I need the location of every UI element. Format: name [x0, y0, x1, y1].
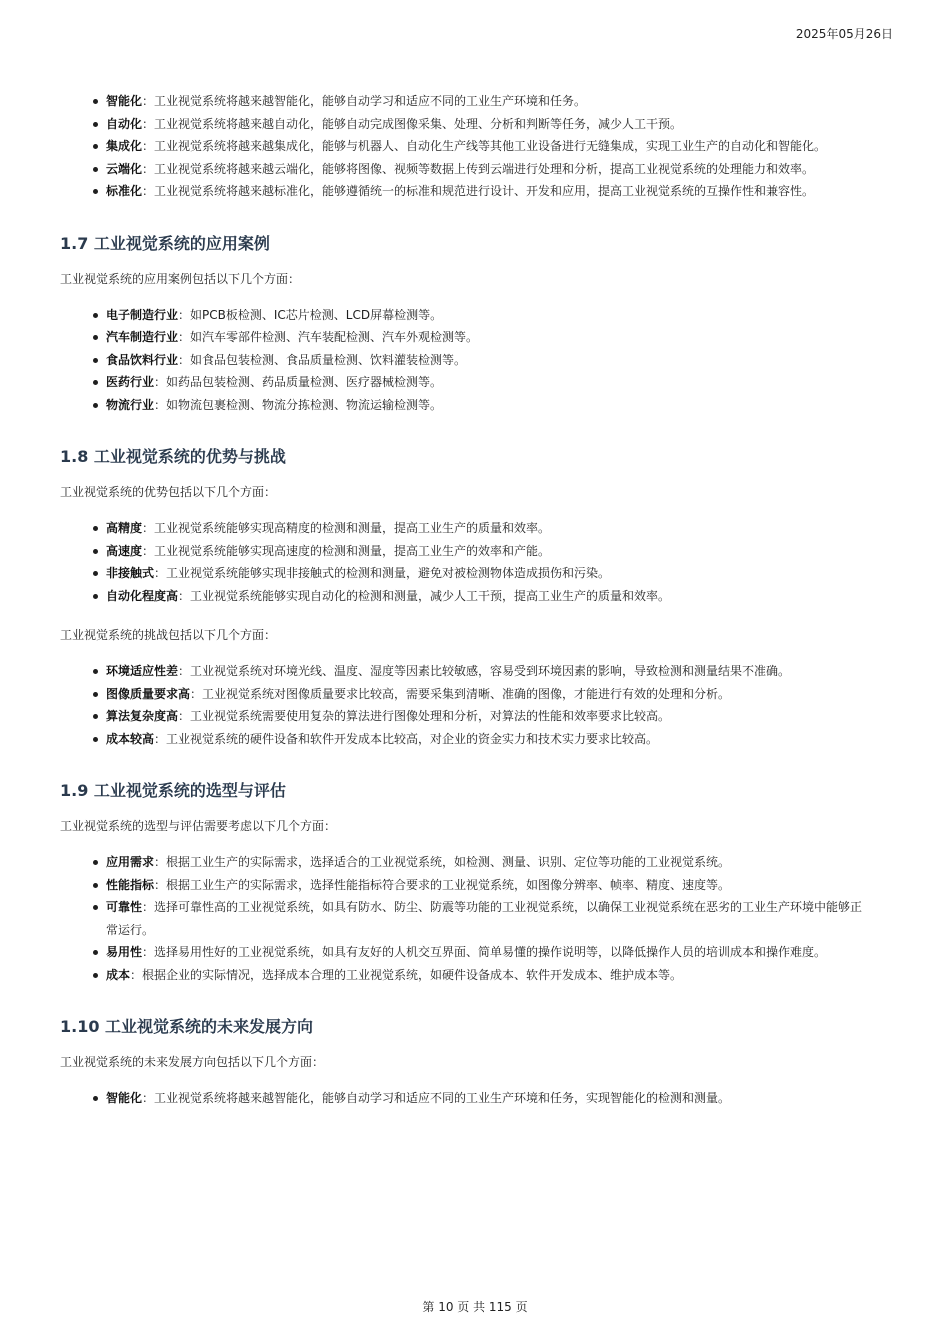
list-item: [106, 540, 870, 563]
item-term: 高精度: [106, 521, 143, 535]
section-intro: 工业视觉系统的挑战包括以下几个方面：: [60, 628, 277, 642]
item-text: ：选择易用性好的工业视觉系统，如具有友好的人机交互界面、简单易懂的操作说明等，以降低操作人员的培训成本和操作难度。: [142, 945, 827, 959]
page-date: 2025年05月26日: [795, 27, 893, 41]
item-text: ：工业视觉系统将越来越智能化，能够自动学习和适应不同的工业生产环境和任务，实现智能化的检测和测量。: [142, 1091, 731, 1105]
list-item: [106, 180, 870, 203]
item-term: 可靠性: [106, 900, 143, 914]
item-term: 集成化: [106, 139, 143, 153]
list-item: [106, 660, 870, 683]
item-term: 非接触式: [106, 566, 155, 580]
item-term: 环境适应性差: [106, 664, 179, 678]
list-item: [106, 113, 870, 136]
list-item: [106, 326, 870, 349]
section-heading-1-9: 1.9 工业视觉系统的选型与评估: [60, 781, 286, 800]
section-heading-1-10: 1.10 工业视觉系统的未来发展方向: [60, 1017, 314, 1036]
section-heading-1-7: 1.7 工业视觉系统的应用案例: [60, 233, 270, 253]
item-term: 汽车制造行业: [106, 330, 179, 344]
item-term: 图像质量要求高: [106, 686, 191, 701]
section-heading-1-8: 1.8 工业视觉系统的优势与挑战: [60, 447, 286, 466]
selection-criteria-list: [60, 851, 870, 986]
item-text: ：根据企业的实际情况，选择成本合理的工业视觉系统，如硬件设备成本、软件开发成本、维护成本等。: [130, 967, 683, 982]
item-text: ：工业视觉系统对环境光线、温度、湿度等因素比较敏感，容易受到环境因素的影响，导致检测和测量结果不准确。: [178, 664, 791, 678]
list-item: [106, 728, 870, 751]
section-intro: 工业视觉系统的应用案例包括以下几个方面：: [60, 271, 301, 286]
list-item: [106, 349, 870, 372]
item-term: 自动化程度高: [106, 588, 179, 603]
section-intro: 工业视觉系统的未来发展方向包括以下几个方面：: [60, 1055, 325, 1069]
item-text: ：选择可靠性高的工业视觉系统，如具有防水、防尘、防震等功能的工业视觉系统，以确保工业视觉系统在恶劣的工业生产环境中能够正常运行。: [106, 900, 863, 937]
item-text: ：工业视觉系统将越来越智能化，能够自动学习和适应不同的工业生产环境和任务。: [142, 94, 587, 108]
page-number: 第 10 页 共 115 页: [422, 1300, 528, 1314]
item-term: 物流行业: [106, 397, 155, 412]
list-item: [106, 1087, 870, 1110]
list-item: [106, 705, 870, 728]
section-intro: 工业视觉系统的优势包括以下几个方面：: [60, 485, 277, 499]
list-item: [106, 394, 870, 417]
item-term: 智能化: [106, 94, 143, 108]
document-content: [60, 90, 870, 1110]
item-term: 成本较高: [106, 731, 155, 746]
application-cases-list: [60, 304, 870, 417]
list-item: [106, 585, 870, 608]
advantages-list: [60, 517, 870, 607]
item-term: 自动化: [106, 116, 143, 131]
item-term: 成本: [106, 967, 131, 982]
list-item: [106, 562, 870, 585]
list-item: [106, 135, 870, 158]
item-term: 高速度: [106, 543, 143, 558]
item-term: 电子制造行业: [106, 307, 179, 322]
item-text: ：工业视觉系统将越来越自动化，能够自动完成图像采集、处理、分析和判断等任务，减少人工干预。: [142, 116, 683, 131]
challenges-list: [60, 660, 870, 750]
item-term: 食品饮料行业: [106, 352, 179, 367]
item-term: 性能指标: [106, 877, 155, 892]
list-item: [106, 683, 870, 706]
item-text: ：工业视觉系统能够实现高精度的检测和测量，提高工业生产的质量和效率。: [142, 521, 551, 535]
item-term: 标准化: [106, 184, 143, 198]
list-item: [106, 304, 870, 327]
item-text: ：如物流包裹检测、物流分拣检测、物流运输检测等。: [154, 397, 443, 412]
item-text: ：如食品包装检测、食品质量检测、饮料灌装检测等。: [178, 352, 467, 367]
item-text: ：如PCB板检测、IC芯片检测、LCD屏幕检测等。: [178, 307, 443, 322]
item-text: ：工业视觉系统的硬件设备和软件开发成本比较高，对企业的资金实力和技术实力要求比较高。: [154, 731, 659, 746]
item-text: ：工业视觉系统对图像质量要求比较高，需要采集到清晰、准确的图像，才能进行有效的处理和分析。: [190, 686, 731, 701]
list-item: [106, 851, 870, 874]
item-text: ：根据工业生产的实际需求，选择适合的工业视觉系统，如检测、测量、识别、定位等功能的工业视觉系统。: [154, 855, 731, 869]
list-item: [106, 964, 870, 987]
item-term: 易用性: [106, 945, 143, 959]
list-item: [106, 517, 870, 540]
item-text: ：工业视觉系统将越来越云端化，能够将图像、视频等数据上传到云端进行处理和分析，提高工业视觉系统的处理能力和效率。: [142, 161, 815, 176]
trend-list: [60, 90, 870, 203]
item-text: ：工业视觉系统将越来越集成化，能够与机器人、自动化生产线等其他工业设备进行无缝集成，实现工业生产的自动化和智能化。: [142, 139, 827, 153]
list-item: [106, 158, 870, 181]
item-text: ：工业视觉系统需要使用复杂的算法进行图像处理和分析，对算法的性能和效率要求比较高。: [178, 709, 671, 723]
item-text: ：工业视觉系统能够实现自动化的检测和测量，减少人工干预，提高工业生产的质量和效率。: [178, 588, 671, 603]
item-term: 应用需求: [106, 855, 155, 869]
item-term: 医药行业: [106, 375, 155, 389]
list-item: [106, 874, 870, 897]
item-text: ：根据工业生产的实际需求，选择性能指标符合要求的工业视觉系统，如图像分辨率、帧率、精度、速度等。: [154, 877, 731, 892]
item-term: 智能化: [106, 1091, 143, 1105]
section-intro: 工业视觉系统的选型与评估需要考虑以下几个方面：: [60, 819, 337, 833]
item-text: ：如汽车零部件检测、汽车装配检测、汽车外观检测等。: [178, 330, 479, 344]
list-item: [106, 941, 870, 964]
list-item: [106, 90, 870, 113]
item-text: ：如药品包装检测、药品质量检测、医疗器械检测等。: [154, 375, 443, 389]
item-text: ：工业视觉系统能够实现非接触式的检测和测量，避免对被检测物体造成损伤和污染。: [154, 566, 611, 580]
item-term: 云端化: [106, 161, 143, 176]
future-directions-list: [60, 1087, 870, 1110]
item-text: ：工业视觉系统将越来越标准化，能够遵循统一的标准和规范进行设计、开发和应用，提高工业视觉系统的互操作性和兼容性。: [142, 184, 815, 198]
item-term: 算法复杂度高: [106, 709, 179, 723]
list-item: [106, 371, 870, 394]
item-text: ：工业视觉系统能够实现高速度的检测和测量，提高工业生产的效率和产能。: [142, 543, 551, 558]
list-item: [106, 896, 870, 941]
